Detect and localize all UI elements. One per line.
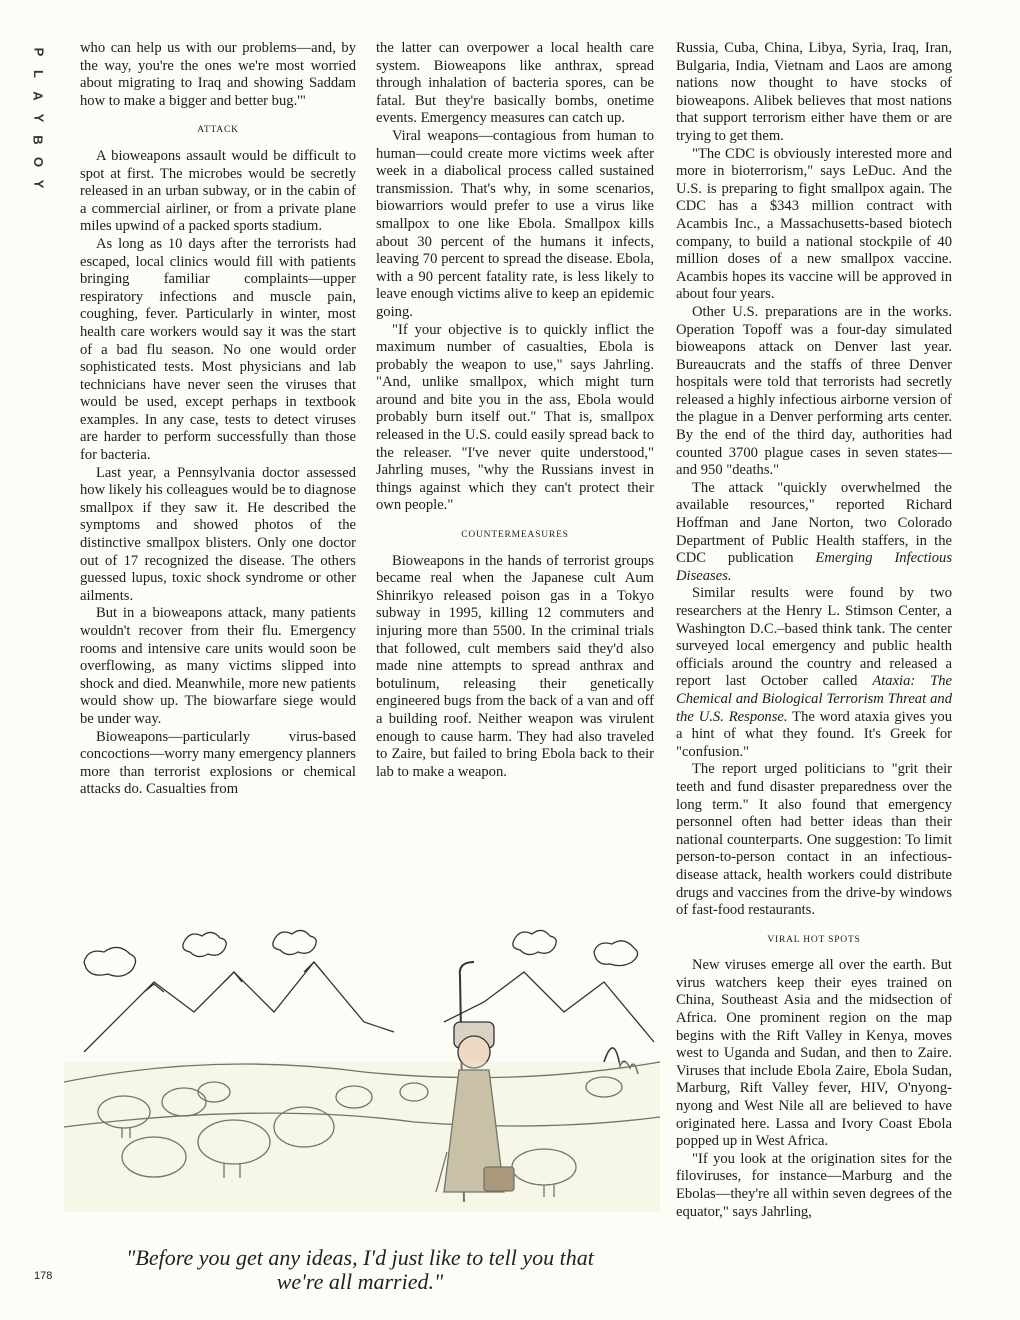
paragraph: the latter can overpower a local health care system. Bioweapons like anthrax, spread through inhalation of bacteria spores, can be fatal. But they're basically bombs, onetime events. Emergency measures can catch up. [376,40,654,127]
paragraph: Russia, Cuba, China, Libya, Syria, Iraq, Iran, Bulgaria, India, Vietnam and Laos are among nations now thought to have stocks of bioweapons. Alibek believes that most nations that support terrorism either have them or are trying to get them. [676,40,952,144]
paragraph: "If you look at the origination sites for the filoviruses, for instance—Marburg and the Ebolas—they're all within seven degrees of the equator," says Jahrling, [676,1150,952,1220]
article-column-1 [80,40,356,799]
paragraph: As long as 10 days after the terrorists had escaped, local clinics would fill with patients bringing familiar complaints—upper respiratory infections and muscle pain, coughing, fever. Particularly in winter, most health care workers would say it was the start of a bad flu season. No one would order sophisticated tests. Most physicians and lab technicians have never seen the viruses that would be used, except perhaps in textbook examples. In any case, tests to detect viruses are harder to perform successfully than those for bacteria. [80,235,356,464]
report-title: Ataxia: The Chemical and Biological Terrorism Threat and the U.S. Response. [676,673,952,725]
article-column-3 [676,40,952,1221]
paragraph: New viruses emerge all over the earth. But virus watchers keep their eyes trained on China, Southeast Asia and the midsection of Africa. One prominent region on the map begins with the Rift Valley in Kenya, moves west to Uganda and Sudan, and then to Zaire. Viruses that include Ebola Zaire, Ebola Sudan, Marburg, Rift Valley fever, HIV, O'nyong-nyong and West Nile all are believed to have originated here. Lassa and Ivory Coast Ebola popped up in West Africa. [676,957,952,1150]
paragraph: A bioweapons assault would be difficult to spot at first. The microbes would be secretly released in an urban subway, or in the cabin of a commercial airliner, or from a private plane miles upwind of a packed sports stadium. [80,147,356,235]
section-heading-countermeasures: COUNTERMEASURES [461,530,569,541]
cloud-icon [84,947,136,976]
cloud-icon [594,941,638,966]
sidebar-letter: L [30,70,46,78]
publication-title: Emerging Infectious Diseases. [676,550,952,584]
paragraph: "If your objective is to quickly inflict the maximum number of casualties, Ebola is probably the weapon to use," says Jahrling. "And, unlike smallpox, which might turn around and bite you in the ass, Ebola would probably burn itself out." That is, smallpox released in the U.S. could easily spread back to the releaser. "I've never quite understood," Jahrling muses, "why the Russians invest in things against which they can't protect their own people." [376,321,654,514]
paragraph: Bioweapons in the hands of terrorist groups became real when the Japanese cult Aum Shinrikyo released poison gas in a Tokyo subway in 1995, killing 12 commuters and injuring more than 5500. In the criminal trials that followed, cult members said they'd also made nine attempts to spread anthrax and botulinum, releasing their genetically engineered bugs from the back of a van and off a building roof. Neither weapon was virulent enough to cause harm. They had also traveled to Zaire, but failed to bring Ebola back to their lab to make a weapon. [376,552,654,780]
paragraph: "The CDC is obviously interested more and more in bioterrorism," says LeDuc. And the U.S. is preparing to fight smallpox again. The CDC has a $343 million contract with Acambis Inc., a Massachusetts-based biotech company, to build a national stockpile of 40 million doses of a new smallpox vaccine. Acambis hopes its vaccine will be approved in about four years. [676,145,952,303]
cloud-icon [513,930,556,954]
cloud-icon [183,932,226,956]
sidebar-letter: Y [30,113,46,123]
paragraph: The report urged politicians to "grit their teeth and fund disaster preparedness over the long term." It also found that emergency personnel often had better ideas than their national counterparts. One suggestion: To limit person-to-person contact in an infectious-disease attack, health workers could distribute drugs and vaccines from the drive-by windows of fast-food restaurants. [676,761,952,919]
paragraph-text: The attack "quickly overwhelmed the available resources," reported Richard Hoffman and Jane Norton, two Colorado Department of Public Health staffers, in the CDC publication [676,479,952,567]
sidebar-letter: O [31,156,46,168]
sidebar-letter: P [30,47,46,57]
paragraph-text: Similar results were found by two researchers at the Henry L. Stimson Center, a Washington D.C.–based think tank. The center surveyed local emergency and public health officials around the country and released a report last October called [676,585,952,690]
paragraph: Last year, a Pennsylvania doctor assessed how likely his colleagues would be to diagnose smallpox if they saw it. He described the symptoms and showed photos of the distinctive smallpox blisters. Only one doctor out of 17 recognized the disease. The others guessed lupus, toxic shock syndrome or other ailments. [80,464,357,604]
paragraph: But in a bioweapons attack, many patients wouldn't recover from their flu. Emergency rooms and intensive care units would soon be overflowing, as many victims slipped into shock and died. Meanwhile, more new patients would show up. The biowarfare siege would be under way. [80,605,356,727]
section-heading-viral-hot-spots: VIRAL HOT SPOTS [767,934,861,945]
mountain-range [84,962,394,1052]
sidebar-letter: Y [30,179,46,189]
paragraph: Viral weapons—contagious from human to human—could create more victims week after week in a diabolical process called sustained transmission. That's why, in some scenarios, biowarriors would prefer to use a virus like smallpox to one like Ebola. Smallpox kills about 30 percent of the humans it infects, leaving 70 percent to spread the disease. Ebola, with a 90 percent fatality rate, is less likely to leave enough victims alive to keep an epidemic going. [376,127,654,320]
section-heading-attack: ATTACK [197,125,239,136]
sidebar-letter: A [30,91,46,101]
sidebar-letter: B [30,135,46,145]
paragraph: who can help us with our problems—and, by the way, you're the ones we're most worried about migrating to Iraq and showing Saddam how to make a bigger and better bug.'" [80,40,356,109]
cartoon-caption: "Before you get any ideas, I'd just like to tell you that we're all married." [126,1245,594,1294]
paragraph [676,585,952,761]
cartoon-illustration [64,912,660,1212]
cloud-icon [273,930,316,954]
paragraph: Bioweapons—particularly virus-based concoctions—worry many emergency planners more than terrorist explosions or chemical attacks do. Casualties from [80,728,356,798]
paragraph [676,480,952,586]
page-number: 178 [34,1270,53,1282]
magazine-sidebar-logo [26,44,50,192]
paragraph-text: The word ataxia gives you a hint of what they found. It's Greek for "confusion." [676,708,952,760]
article-column-2 [376,40,654,781]
paragraph: Other U.S. preparations are in the works. Operation Topoff was a four-day simulated bioweapons attack on Denver last year. Bureaucrats and the staffs of three Denver hospitals were told that terrorists had secretly released a highly infectious airborne version of the plague in a Denver performing arts center. By the end of the third day, authorities had counted 3700 plague cases in seven states—and 950 "deaths." [676,303,952,479]
